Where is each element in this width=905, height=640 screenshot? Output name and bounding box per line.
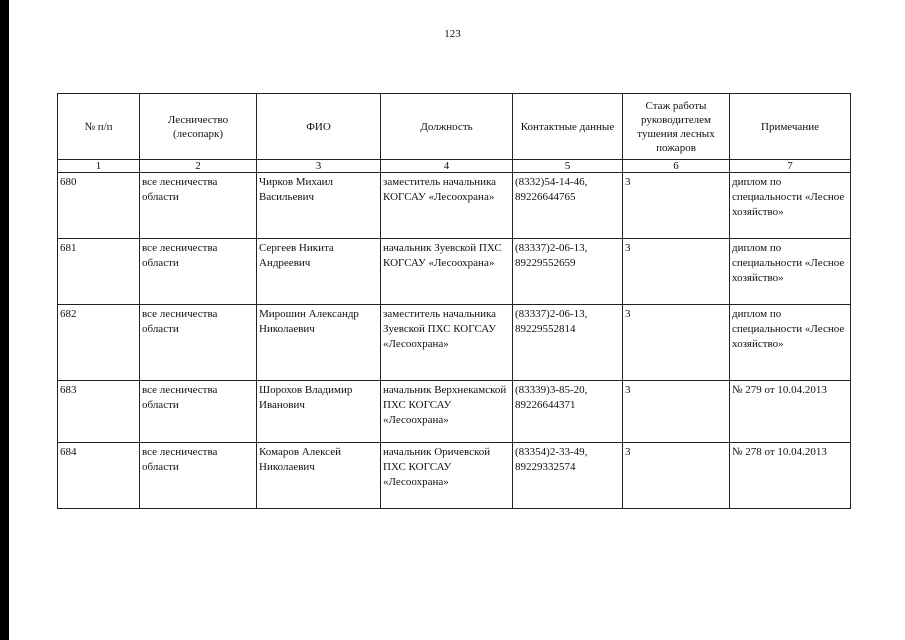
cell-contacts: (8332)54-14-46, 89226644765 (513, 173, 623, 239)
header-number: № п/п (58, 94, 140, 160)
cell-forestry: все лесничества области (140, 305, 257, 381)
header-row (58, 94, 851, 160)
column-number: 3 (257, 160, 381, 173)
cell-experience: 3 (623, 443, 730, 509)
cell-name: Сергеев Никита Андреевич (257, 239, 381, 305)
column-number: 6 (623, 160, 730, 173)
cell-note: № 279 от 10.04.2013 (730, 381, 851, 443)
header-forestry: Лесничество (лесопарк) (140, 94, 257, 160)
cell-number: 681 (58, 239, 140, 305)
column-number: 2 (140, 160, 257, 173)
cell-name: Комаров Алексей Николаевич (257, 443, 381, 509)
cell-name: Чирков Михаил Васильевич (257, 173, 381, 239)
header-contacts: Контактные данные (513, 94, 623, 160)
cell-note: диплом по специальности «Лесное хозяйство» (730, 239, 851, 305)
cell-number: 682 (58, 305, 140, 381)
cell-position: заместитель начальника Зуевской ПХС КОГСАУ «Лесоохрана» (381, 305, 513, 381)
cell-experience: 3 (623, 239, 730, 305)
fire-managers-table (57, 93, 851, 509)
cell-contacts: (83337)2-06-13, 89229552659 (513, 239, 623, 305)
header-position: Должность (381, 94, 513, 160)
cell-number: 683 (58, 381, 140, 443)
cell-contacts: (83337)2-06-13, 89229552814 (513, 305, 623, 381)
cell-number: 680 (58, 173, 140, 239)
scan-edge-shadow (0, 0, 9, 640)
page-number: 123 (444, 28, 461, 40)
column-number: 1 (58, 160, 140, 173)
cell-number: 684 (58, 443, 140, 509)
table-row (58, 305, 851, 381)
cell-forestry: все лесничества области (140, 173, 257, 239)
cell-position: начальник Оричевской ПХС КОГСАУ «Лесоохрана» (381, 443, 513, 509)
column-number: 5 (513, 160, 623, 173)
cell-experience: 3 (623, 381, 730, 443)
header-note: Примечание (730, 94, 851, 160)
table-row (58, 173, 851, 239)
table-row (58, 381, 851, 443)
column-number-row (58, 160, 851, 173)
table-row (58, 443, 851, 509)
cell-note: № 278 от 10.04.2013 (730, 443, 851, 509)
table-row (58, 239, 851, 305)
header-experience: Стаж работы руководителем тушения лесных пожаров (623, 94, 730, 160)
cell-contacts: (83354)2-33-49, 89229332574 (513, 443, 623, 509)
cell-experience: 3 (623, 305, 730, 381)
cell-position: начальник Зуевской ПХС КОГСАУ «Лесоохрана» (381, 239, 513, 305)
cell-contacts: (83339)3-85-20, 89226644371 (513, 381, 623, 443)
cell-forestry: все лесничества области (140, 443, 257, 509)
column-number: 4 (381, 160, 513, 173)
cell-forestry: все лесничества области (140, 381, 257, 443)
cell-name: Шорохов Владимир Иванович (257, 381, 381, 443)
cell-note: диплом по специальности «Лесное хозяйство» (730, 173, 851, 239)
cell-note: диплом по специальности «Лесное хозяйство» (730, 305, 851, 381)
cell-experience: 3 (623, 173, 730, 239)
header-name: ФИО (257, 94, 381, 160)
cell-position: начальник Верхнекамской ПХС КОГСАУ «Лесоохрана» (381, 381, 513, 443)
cell-position: заместитель начальника КОГСАУ «Лесоохрана» (381, 173, 513, 239)
cell-name: Мирошин Александр Николаевич (257, 305, 381, 381)
cell-forestry: все лесничества области (140, 239, 257, 305)
column-number: 7 (730, 160, 851, 173)
